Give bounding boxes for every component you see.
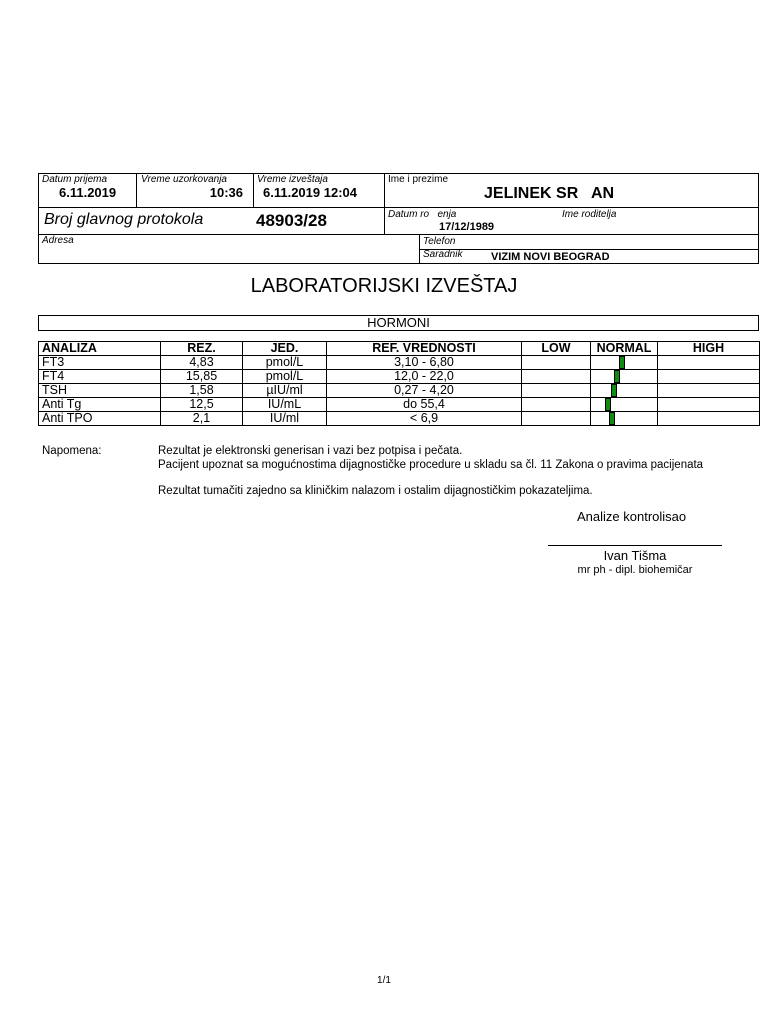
result-level-bar [614,370,620,383]
ime-prezime-label: Ime i prezime [388,174,449,185]
table-row [39,398,760,412]
header-divider [420,249,759,250]
cell-normal [591,398,658,412]
napomena-line: Pacijent upoznat sa mogućnostima dijagnostičke procedure u skladu sa čl. 11 Zakona o pravima pacijenata [158,459,704,471]
cell-normal [591,356,658,370]
result-level-bar [609,412,615,425]
table-row [39,412,760,426]
cell-ref: 12,0 - 22,0 [327,370,522,384]
napomena-line: Rezultat tumačiti zajedno sa kliničkim nalazom i ostalim dijagnostičkim pokazateljima. [158,485,593,497]
ime-prezime-value: JELINEK SR AN [484,185,615,202]
cell-high [658,384,760,398]
datum-prijema-label: Datum prijema [42,174,108,185]
header-divider [384,173,385,234]
header-divider [253,173,254,207]
header-divider [136,173,137,207]
saradnik-value: VIZIM NOVI BEOGRAD [491,251,610,263]
result-level-bar [611,384,617,397]
cell-analiza: Anti Tg [39,398,161,412]
col-header-normal: NORMAL [591,342,658,356]
cell-low [522,370,591,384]
cell-jed: pmol/L [243,370,327,384]
col-header-ref: REF. VREDNOSTI [327,342,522,356]
signer-name: Ivan Tišma [603,548,667,563]
cell-normal [591,412,658,426]
cell-low [522,384,591,398]
result-level-bar [619,356,625,369]
datum-prijema-value: 6.11.2019 [59,185,117,200]
ime-roditelja-label: Ime roditelja [562,209,617,220]
results-table [38,341,760,426]
datum-rodjenja-value: 17/12/1989 [439,221,495,233]
table-row [39,356,760,370]
report-title: LABORATORIJSKI IZVEŠTAJ [250,275,518,297]
adresa-label: Adresa [42,235,74,246]
saradnik-label: Saradnik [423,249,463,260]
cell-analiza: FT4 [39,370,161,384]
cell-rez: 15,85 [161,370,243,384]
cell-ref: 0,27 - 4,20 [327,384,522,398]
cell-jed: IU/ml [243,412,327,426]
cell-low [522,398,591,412]
col-header-rez: REZ. [161,342,243,356]
result-level-bar [605,398,611,411]
vreme-izvestaja-value: 6.11.2019 12:04 [263,185,357,200]
cell-jed: µIU/ml [243,384,327,398]
header-divider [419,234,420,264]
napomena-label: Napomena: [42,445,102,457]
page-number: 1/1 [377,975,391,986]
broj-protokola-label: Broj glavnog protokola [44,211,204,228]
cell-ref: do 55,4 [327,398,522,412]
col-header-low: LOW [522,342,591,356]
vreme-uzorkovanja-label: Vreme uzorkovanja [141,174,227,185]
cell-low [522,412,591,426]
telefon-label: Telefon [423,236,456,247]
cell-high [658,370,760,384]
cell-jed: pmol/L [243,356,327,370]
cell-rez: 1,58 [161,384,243,398]
kontrolisao-label: Analize kontrolisao [577,509,687,524]
cell-normal [591,370,658,384]
datum-rodjenja-label: Datum ro enja [388,209,457,220]
table-row [39,370,760,384]
cell-analiza: FT3 [39,356,161,370]
cell-high [658,356,760,370]
cell-ref: < 6,9 [327,412,522,426]
cell-rez: 2,1 [161,412,243,426]
header-divider [38,234,759,235]
cell-analiza: Anti TPO [39,412,161,426]
col-header-jed: JED. [243,342,327,356]
cell-jed: IU/mL [243,398,327,412]
table-header-row [39,342,760,356]
header-divider [38,207,759,208]
vreme-uzorkovanja-value: 10:36 [209,185,243,200]
broj-protokola-value: 48903/28 [256,211,327,230]
col-header-high: HIGH [658,342,760,356]
cell-normal [591,384,658,398]
col-header-analiza: ANALIZA [39,342,161,356]
cell-rez: 12,5 [161,398,243,412]
cell-high [658,412,760,426]
table-row [39,384,760,398]
cell-low [522,356,591,370]
vreme-izvestaja-label: Vreme izveštaja [257,174,328,185]
section-title: HORMONI [367,315,430,330]
signer-title: mr ph - dipl. biohemičar [577,564,693,576]
cell-rez: 4,83 [161,356,243,370]
signature-line [548,545,722,546]
napomena-line: Rezultat je elektronski generisan i vazi bez potpisa i pečata. [158,445,463,457]
cell-analiza: TSH [39,384,161,398]
cell-high [658,398,760,412]
cell-ref: 3,10 - 6,80 [327,356,522,370]
